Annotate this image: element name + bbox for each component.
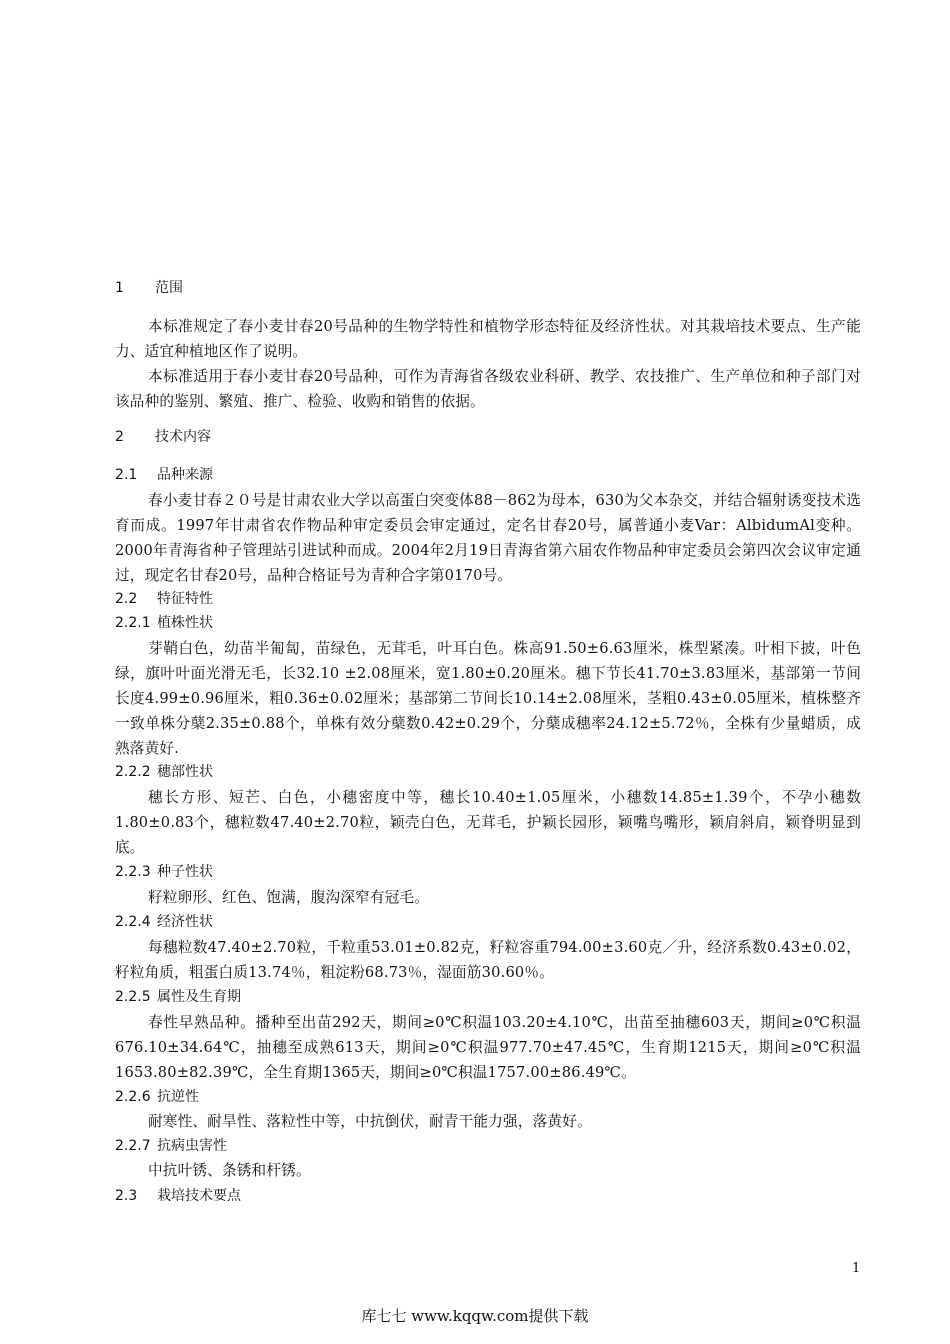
section-2-3-heading	[115, 1186, 241, 1206]
section-title: 经济性状	[157, 914, 213, 930]
section-2-2-1-heading	[115, 613, 213, 633]
section-title: 技术内容	[155, 429, 211, 445]
section-number: 2.2.7	[115, 1138, 151, 1154]
section-title: 种子性状	[157, 864, 213, 880]
section-2-1-heading	[115, 465, 213, 485]
section-title: 属性及生育期	[157, 989, 241, 1005]
section-2-2-2-paragraph: 穗长方形、短芒、白色，小穗密度中等，穗长10.40±1.05厘米，小穗数14.85±1.39个，不孕小穗数1.80±0.83个，穗粒数47.40±2.70粒，颖壳白色，无茸毛，护颖长园形，颖嘴鸟嘴形，颖肩斜肩，颖脊明显到底。	[115, 789, 861, 856]
download-footer: 库七七 www.kqqw.com提供下载	[361, 1307, 589, 1325]
section-number: 2.2.1	[115, 615, 151, 631]
section-2-1-paragraph: 春小麦甘春２０号是甘肃农业大学以高蛋白突变体88－862为母本，630为父本杂交，并结合辐射诱变技术选育而成。1997年甘肃省农作物品种审定委员会审定通过，定名甘春20号，属普通小麦Var：AlbidumAl变种。2000年青海省种子管理站引进试种而成。2004年2月19日青海省第六届农作物品种审定委员会第四次会议审定通过，现定名甘春20号，品种合格证号为青种合字第0170号。	[115, 492, 861, 584]
section-2-2-7-paragraph: 中抗叶锈、条锈和杆锈。	[148, 1162, 311, 1179]
section-2-2-6-heading	[115, 1087, 199, 1107]
section-2-2-3-paragraph: 籽粒卵形、红色、饱满，腹沟深窄有冠毛。	[148, 889, 430, 906]
section-1-heading	[115, 278, 183, 298]
section-number: 2.2.2	[115, 764, 151, 780]
section-2-2-1-paragraph: 芽鞘白色，幼苗半匍匐，苗绿色，无茸毛，叶耳白色。株高91.50±6.63厘米，株型紧凑。叶相下披，叶色绿，旗叶叶面光滑无毛，长32.10 ±2.08厘米，宽1.80±0.20厘米。穗下节长41.70±3.83厘米，基部第一节间长度4.99±0.96厘米，粗0.36±0.02厘米；基部第二节间长10.14±2.08厘米，茎粗0.43±0.05厘米，植株整齐一致单株分蘖2.35±0.88个，单株有效分蘖数0.42±0.29个，分蘖成穗率24.12±5.72％，全株有少量蜡质，成熟落黄好.	[115, 640, 861, 757]
section-number: 2.2	[115, 591, 138, 607]
section-1-paragraph-1: 本标准规定了春小麦甘春20号品种的生物学特性和植物学形态特征及经济性状。对其栽培技术要点、生产能力、适宜种植地区作了说明。	[115, 318, 861, 360]
section-2-heading	[115, 427, 211, 447]
section-title: 范围	[155, 280, 183, 296]
section-2-2-2-heading	[115, 762, 213, 782]
section-title: 栽培技术要点	[157, 1188, 241, 1204]
section-number: 2.2.3	[115, 864, 151, 880]
section-title: 植株性状	[157, 615, 213, 631]
section-2-2-4-heading	[115, 912, 213, 932]
section-number: 1	[115, 280, 124, 296]
section-number: 2.2.5	[115, 989, 151, 1005]
section-2-2-4-paragraph: 每穗粒数47.40±2.70粒，千粒重53.01±0.82克，籽粒容重794.00±3.60克／升，经济系数0.43±0.02，籽粒角质，粗蛋白质13.74％，粗淀粉68.73％，湿面筋30.60％。	[115, 939, 861, 981]
section-number: 2	[115, 429, 124, 445]
section-title: 特征特性	[157, 591, 213, 607]
section-2-2-5-paragraph: 春性早熟品种。播种至出苗292天，期间≥0℃积温103.20±4.10℃，出苗至抽穗603天，期间≥0℃积温676.10±34.64℃，抽穗至成熟613天，期间≥0℃积温977.70±47.45℃，生育期1215天，期间≥0℃积温1653.80±82.39℃，全生育期1365天，期间≥0℃积温1757.00±86.49℃。	[115, 1014, 861, 1081]
section-2-2-5-heading	[115, 987, 241, 1007]
section-title: 穗部性状	[157, 764, 213, 780]
section-title: 抗逆性	[157, 1089, 199, 1105]
section-number: 2.2.6	[115, 1089, 151, 1105]
section-number: 2.2.4	[115, 914, 151, 930]
page-number: 1	[852, 1261, 861, 1276]
section-2-2-3-heading	[115, 862, 213, 882]
section-title: 品种来源	[157, 467, 213, 483]
section-2-2-heading	[115, 589, 213, 609]
section-number: 2.3	[115, 1188, 138, 1204]
section-title: 抗病虫害性	[157, 1138, 227, 1154]
section-2-2-7-heading	[115, 1136, 227, 1156]
section-number: 2.1	[115, 467, 138, 483]
section-1-paragraph-2: 本标准适用于春小麦甘春20号品种，可作为青海省各级农业科研、教学、农技推广、生产单位和种子部门对该品种的鉴别、繁殖、推广、检验、收购和销售的依据。	[115, 368, 861, 410]
section-2-2-6-paragraph: 耐寒性、耐旱性、落粒性中等，中抗倒伏，耐青干能力强，落黄好。	[148, 1113, 592, 1130]
